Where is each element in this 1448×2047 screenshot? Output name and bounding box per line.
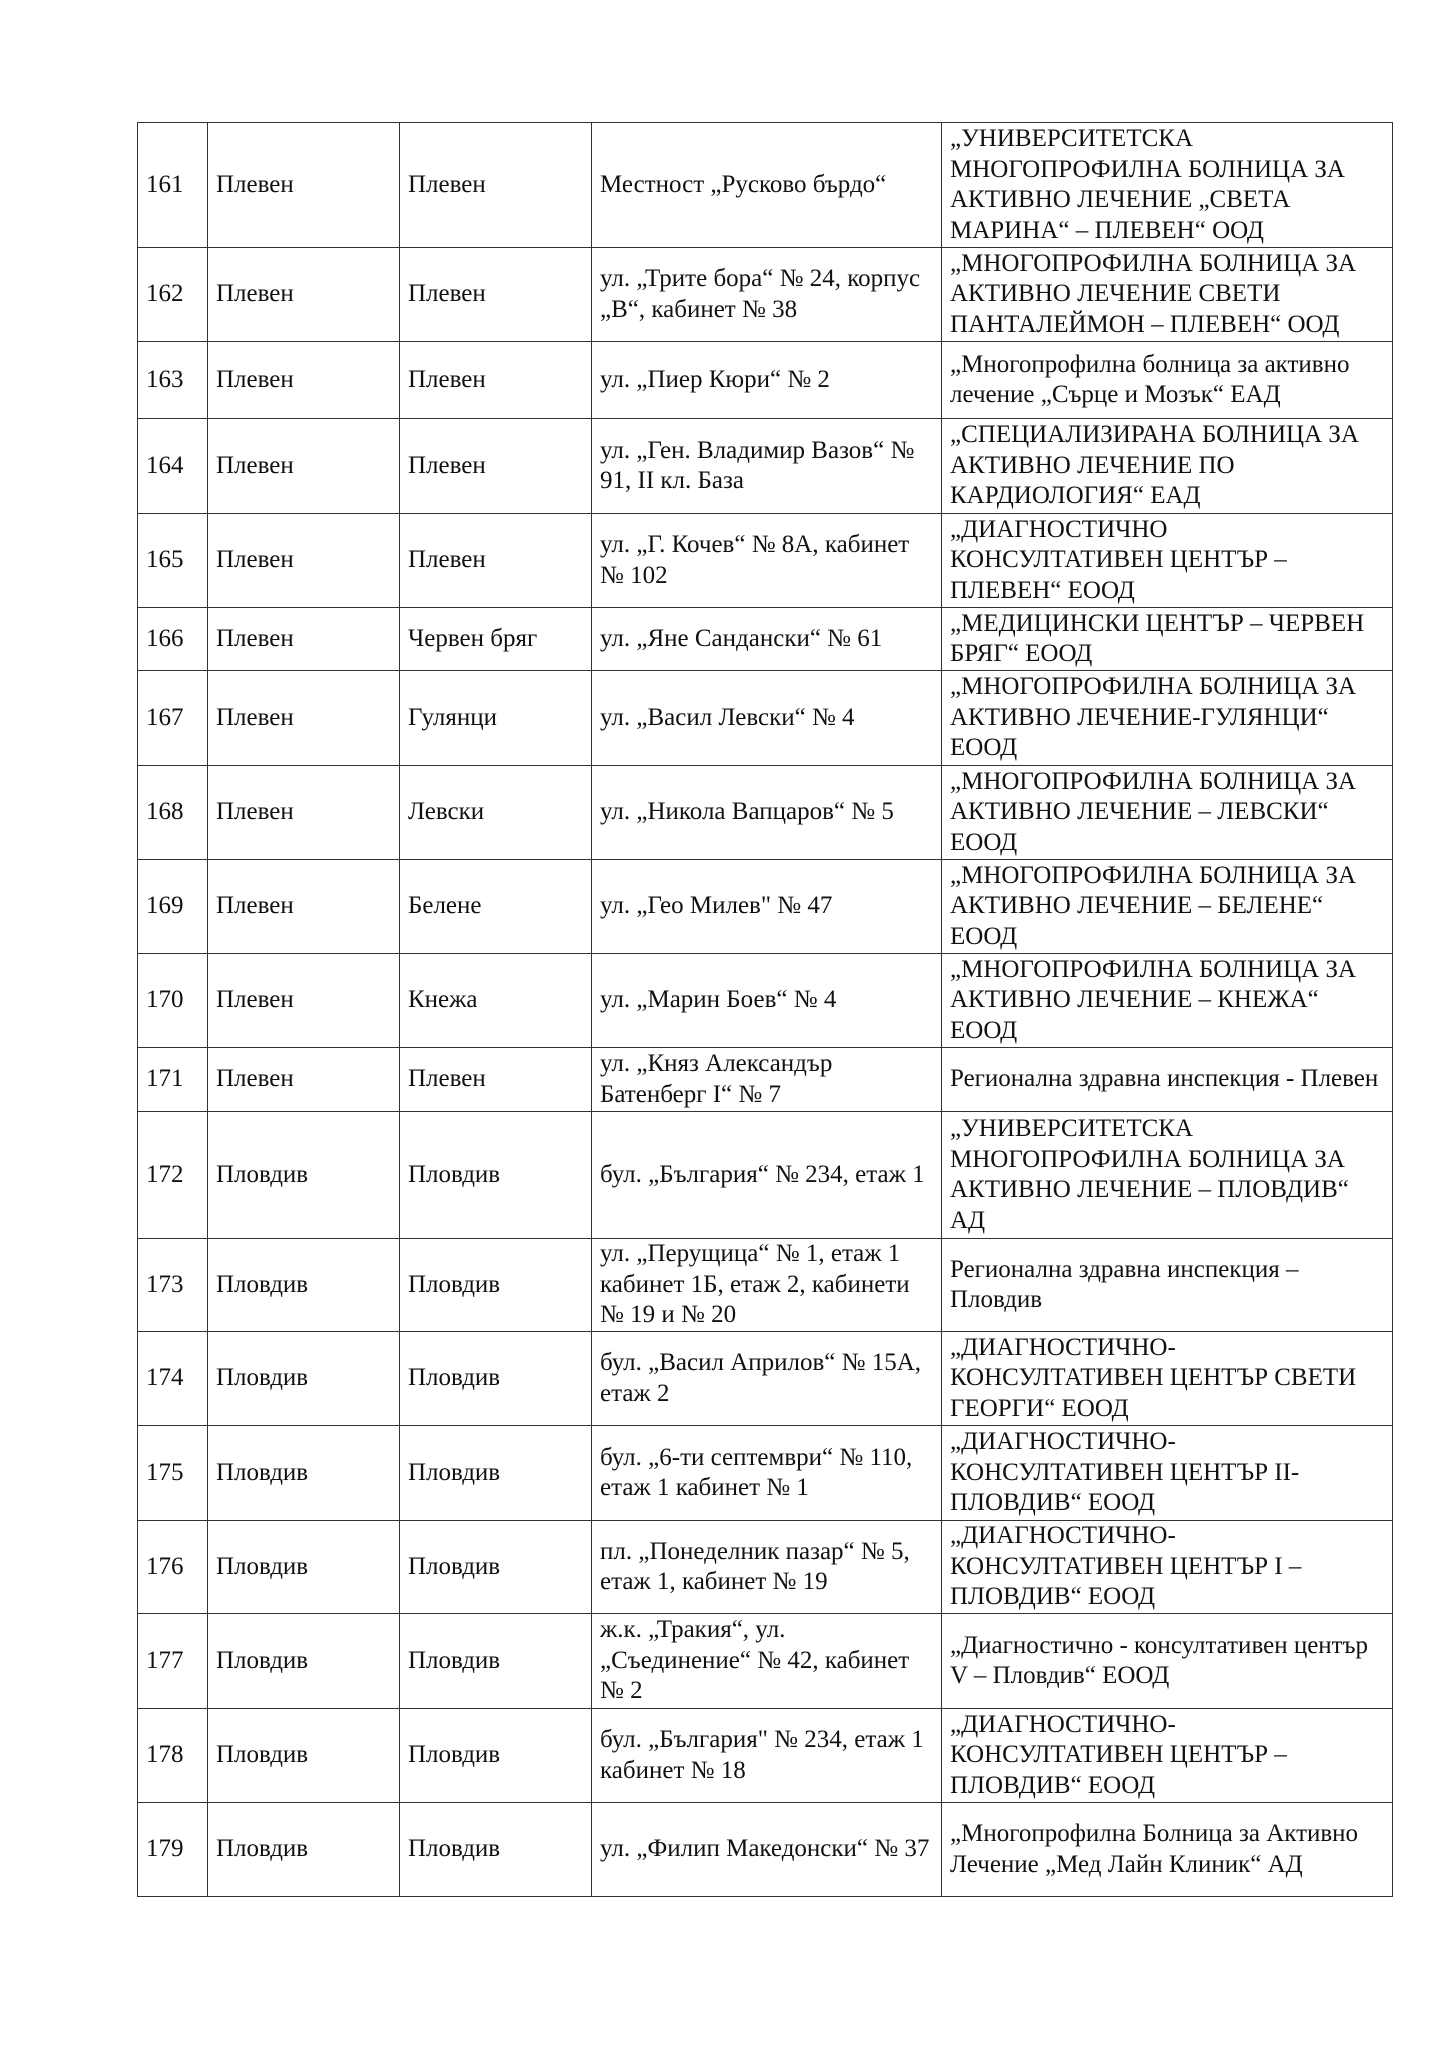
organization-cell: „СПЕЦИАЛИЗИРАНА БОЛНИЦА ЗА АКТИВНО ЛЕЧЕНИЕ ПО КАРДИОЛОГИЯ“ ЕАД xyxy=(942,419,1393,514)
table-body xyxy=(138,123,1393,1897)
organization-cell: „МНОГОПРОФИЛНА БОЛНИЦА ЗА АКТИВНО ЛЕЧЕНИЕ – КНЕЖА“ ЕООД xyxy=(942,954,1393,1048)
row-number-cell: 170 xyxy=(138,954,208,1048)
city-cell: Червен бряг xyxy=(400,608,592,671)
city-cell: Левски xyxy=(400,766,592,860)
city-cell: Гулянци xyxy=(400,671,592,766)
row-number-cell: 166 xyxy=(138,608,208,671)
table-row xyxy=(138,1426,1393,1521)
row-number-cell: 173 xyxy=(138,1239,208,1332)
city-cell: Плевен xyxy=(400,342,592,419)
region-cell: Плевен xyxy=(208,514,400,608)
region-cell: Плевен xyxy=(208,860,400,954)
address-cell: ул. „Филип Македонски“ № 37 xyxy=(592,1803,942,1897)
organization-cell: „УНИВЕРСИТЕТСКА МНОГОПРОФИЛНА БОЛНИЦА ЗА АКТИВНО ЛЕЧЕНИЕ – ПЛОВДИВ“ АД xyxy=(942,1112,1393,1239)
address-cell: ул. „Г. Кочев“ № 8А, кабинет № 102 xyxy=(592,514,942,608)
table-row xyxy=(138,1048,1393,1112)
organization-cell: „ДИАГНОСТИЧНО КОНСУЛТАТИВЕН ЦЕНТЪР – ПЛЕВЕН“ ЕООД xyxy=(942,514,1393,608)
region-cell: Плевен xyxy=(208,766,400,860)
city-cell: Плевен xyxy=(400,419,592,514)
city-cell: Пловдив xyxy=(400,1426,592,1521)
table-row xyxy=(138,1239,1393,1332)
address-cell: пл. „Понеделник пазар“ № 5, етаж 1, кабинет № 19 xyxy=(592,1521,942,1614)
row-number-cell: 167 xyxy=(138,671,208,766)
region-cell: Пловдив xyxy=(208,1803,400,1897)
city-cell: Пловдив xyxy=(400,1614,592,1709)
city-cell: Кнежа xyxy=(400,954,592,1048)
table-row xyxy=(138,1112,1393,1239)
row-number-cell: 161 xyxy=(138,123,208,248)
region-cell: Плевен xyxy=(208,419,400,514)
city-cell: Белене xyxy=(400,860,592,954)
table-row xyxy=(138,954,1393,1048)
address-cell: ул. „Яне Сандански“ № 61 xyxy=(592,608,942,671)
address-cell: ул. „Никола Вапцаров“ № 5 xyxy=(592,766,942,860)
organization-cell: „МНОГОПРОФИЛНА БОЛНИЦА ЗА АКТИВНО ЛЕЧЕНИЕ СВЕТИ ПАНТАЛЕЙМОН – ПЛЕВЕН“ ООД xyxy=(942,248,1393,342)
organization-cell: „УНИВЕРСИТЕТСКА МНОГОПРОФИЛНА БОЛНИЦА ЗА АКТИВНО ЛЕЧЕНИЕ „СВЕТА МАРИНА“ – ПЛЕВЕН“ ООД xyxy=(942,123,1393,248)
row-number-cell: 179 xyxy=(138,1803,208,1897)
table-row xyxy=(138,1614,1393,1709)
table-row xyxy=(138,1521,1393,1614)
table-row xyxy=(138,419,1393,514)
city-cell: Пловдив xyxy=(400,1112,592,1239)
city-cell: Пловдив xyxy=(400,1239,592,1332)
address-cell: ул. „Трите бора“ № 24, корпус „В“, кабинет № 38 xyxy=(592,248,942,342)
organization-cell: „Многопрофилна Болница за Активно Лечение „Мед Лайн Клиник“ АД xyxy=(942,1803,1393,1897)
region-cell: Пловдив xyxy=(208,1521,400,1614)
city-cell: Плевен xyxy=(400,514,592,608)
organization-cell: „МНОГОПРОФИЛНА БОЛНИЦА ЗА АКТИВНО ЛЕЧЕНИЕ-ГУЛЯНЦИ“ ЕООД xyxy=(942,671,1393,766)
row-number-cell: 174 xyxy=(138,1332,208,1426)
organization-cell: „Многопрофилна болница за активно лечение „Сърце и Мозък“ ЕАД xyxy=(942,342,1393,419)
address-cell: ул. „Перущица“ № 1, етаж 1 кабинет 1Б, етаж 2, кабинети № 19 и № 20 xyxy=(592,1239,942,1332)
row-number-cell: 163 xyxy=(138,342,208,419)
city-cell: Плевен xyxy=(400,123,592,248)
address-cell: ул. „Пиер Кюри“ № 2 xyxy=(592,342,942,419)
table-row xyxy=(138,1332,1393,1426)
city-cell: Плевен xyxy=(400,1048,592,1112)
region-cell: Пловдив xyxy=(208,1426,400,1521)
address-cell: ул. „Княз Александър Батенберг I“ № 7 xyxy=(592,1048,942,1112)
table-row xyxy=(138,671,1393,766)
region-cell: Пловдив xyxy=(208,1239,400,1332)
region-cell: Плевен xyxy=(208,248,400,342)
table-row xyxy=(138,123,1393,248)
address-cell: ул. „Марин Боев“ № 4 xyxy=(592,954,942,1048)
table-row xyxy=(138,342,1393,419)
facilities-table xyxy=(137,122,1393,1897)
row-number-cell: 164 xyxy=(138,419,208,514)
organization-cell: „ДИАГНОСТИЧНО-КОНСУЛТАТИВЕН ЦЕНТЪР – ПЛОВДИВ“ ЕООД xyxy=(942,1709,1393,1803)
table-row xyxy=(138,514,1393,608)
row-number-cell: 175 xyxy=(138,1426,208,1521)
row-number-cell: 171 xyxy=(138,1048,208,1112)
row-number-cell: 168 xyxy=(138,766,208,860)
row-number-cell: 165 xyxy=(138,514,208,608)
region-cell: Плевен xyxy=(208,671,400,766)
region-cell: Плевен xyxy=(208,123,400,248)
organization-cell: „ДИАГНОСТИЧНО-КОНСУЛТАТИВЕН ЦЕНТЪР СВЕТИ ГЕОРГИ“ ЕООД xyxy=(942,1332,1393,1426)
row-number-cell: 177 xyxy=(138,1614,208,1709)
organization-cell: „МНОГОПРОФИЛНА БОЛНИЦА ЗА АКТИВНО ЛЕЧЕНИЕ – БЕЛЕНЕ“ ЕООД xyxy=(942,860,1393,954)
table-row xyxy=(138,608,1393,671)
address-cell: Местност „Русково бърдо“ xyxy=(592,123,942,248)
city-cell: Пловдив xyxy=(400,1521,592,1614)
organization-cell: „Диагностично - консултативен център V – Пловдив“ ЕООД xyxy=(942,1614,1393,1709)
region-cell: Пловдив xyxy=(208,1709,400,1803)
address-cell: бул. „България" № 234, етаж 1 кабинет № 18 xyxy=(592,1709,942,1803)
city-cell: Пловдив xyxy=(400,1332,592,1426)
region-cell: Плевен xyxy=(208,342,400,419)
address-cell: бул. „България“ № 234, етаж 1 xyxy=(592,1112,942,1239)
address-cell: бул. „6-ти септември“ № 110, етаж 1 кабинет № 1 xyxy=(592,1426,942,1521)
table-row xyxy=(138,860,1393,954)
address-cell: ул. „Васил Левски“ № 4 xyxy=(592,671,942,766)
address-cell: ул. „Гео Милев" № 47 xyxy=(592,860,942,954)
row-number-cell: 176 xyxy=(138,1521,208,1614)
row-number-cell: 178 xyxy=(138,1709,208,1803)
row-number-cell: 162 xyxy=(138,248,208,342)
region-cell: Плевен xyxy=(208,954,400,1048)
city-cell: Пловдив xyxy=(400,1803,592,1897)
address-cell: ул. „Ген. Владимир Вазов“ № 91, II кл. База xyxy=(592,419,942,514)
table-row xyxy=(138,248,1393,342)
table-row xyxy=(138,1803,1393,1897)
organization-cell: Регионална здравна инспекция - Плевен xyxy=(942,1048,1393,1112)
region-cell: Плевен xyxy=(208,608,400,671)
table-row xyxy=(138,1709,1393,1803)
table-row xyxy=(138,766,1393,860)
address-cell: ж.к. „Тракия“, ул. „Съединение“ № 42, кабинет № 2 xyxy=(592,1614,942,1709)
organization-cell: „МЕДИЦИНСКИ ЦЕНТЪР – ЧЕРВЕН БРЯГ“ ЕООД xyxy=(942,608,1393,671)
city-cell: Плевен xyxy=(400,248,592,342)
row-number-cell: 172 xyxy=(138,1112,208,1239)
city-cell: Пловдив xyxy=(400,1709,592,1803)
organization-cell: „ДИАГНОСТИЧНО-КОНСУЛТАТИВЕН ЦЕНТЪР II-ПЛОВДИВ“ ЕООД xyxy=(942,1426,1393,1521)
organization-cell: „ДИАГНОСТИЧНО-КОНСУЛТАТИВЕН ЦЕНТЪР I – ПЛОВДИВ“ ЕООД xyxy=(942,1521,1393,1614)
row-number-cell: 169 xyxy=(138,860,208,954)
address-cell: бул. „Васил Априлов“ № 15А, етаж 2 xyxy=(592,1332,942,1426)
region-cell: Пловдив xyxy=(208,1112,400,1239)
region-cell: Пловдив xyxy=(208,1614,400,1709)
region-cell: Пловдив xyxy=(208,1332,400,1426)
region-cell: Плевен xyxy=(208,1048,400,1112)
organization-cell: „МНОГОПРОФИЛНА БОЛНИЦА ЗА АКТИВНО ЛЕЧЕНИЕ – ЛЕВСКИ“ ЕООД xyxy=(942,766,1393,860)
organization-cell: Регионална здравна инспекция – Пловдив xyxy=(942,1239,1393,1332)
